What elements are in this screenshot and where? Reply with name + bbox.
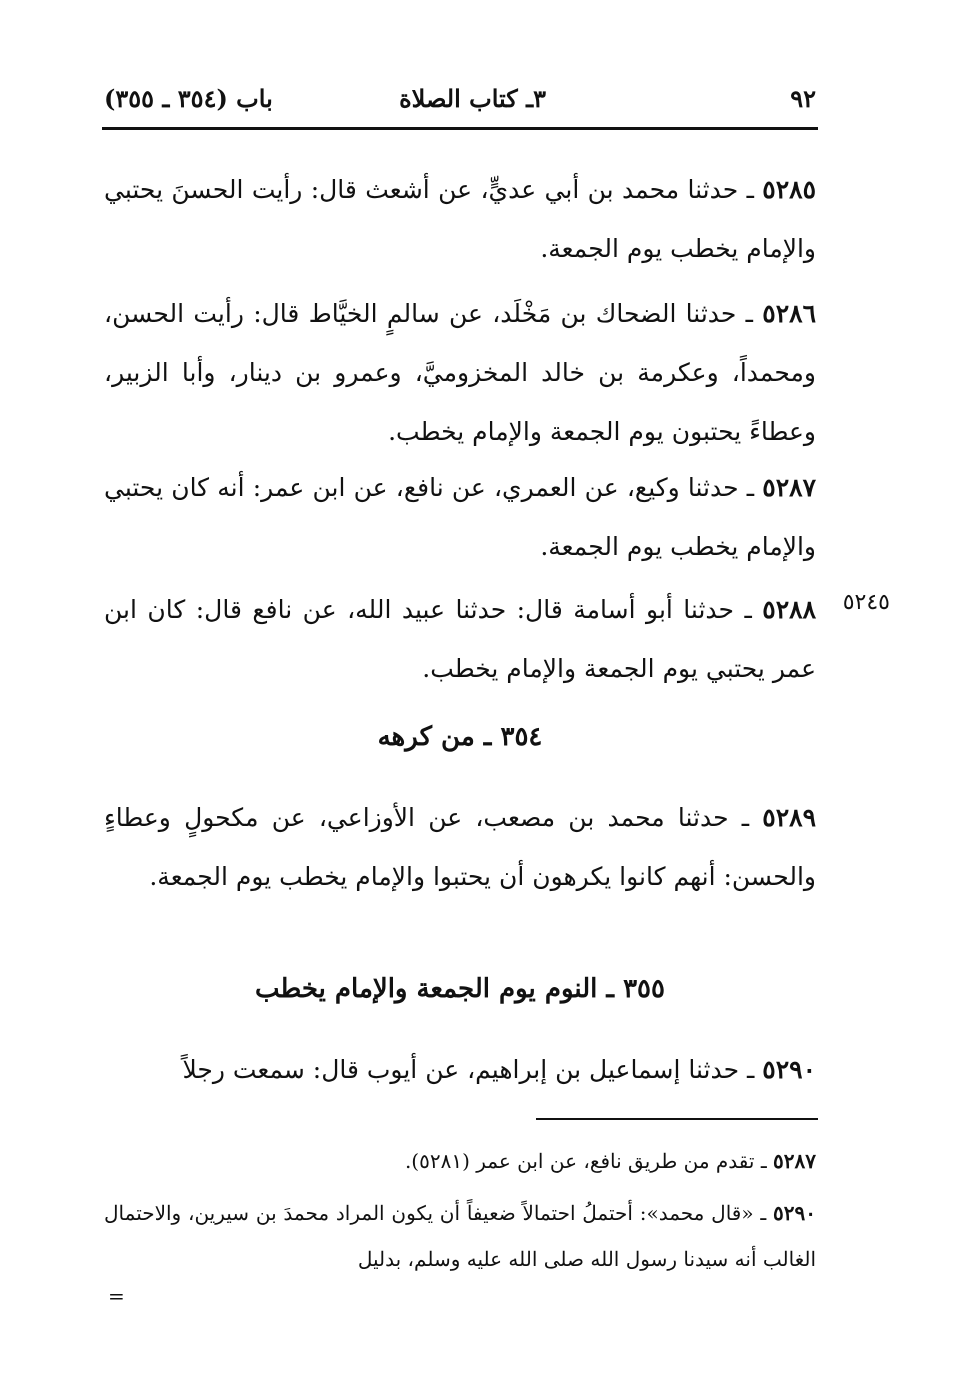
hadith-number: ٥٢٨٦ bbox=[762, 299, 816, 328]
footnote-number: ٥٢٩٠ bbox=[773, 1201, 816, 1225]
hadith-paragraph bbox=[104, 580, 816, 698]
hadith-text: ـ حدثنا إسماعيل بن إبراهيم، عن أيوب قال: سمعت رجلاً bbox=[182, 1055, 763, 1084]
footnote bbox=[104, 1190, 816, 1282]
hadith-number: ٥٢٨٩ bbox=[762, 803, 816, 832]
page-header bbox=[102, 78, 818, 124]
continuation-mark: = bbox=[108, 1284, 125, 1308]
footnote-number: ٥٢٨٧ bbox=[773, 1149, 816, 1173]
hadith-paragraph bbox=[104, 788, 816, 906]
hadith-text: ـ حدثنا أبو أسامة قال: حدثنا عبيد الله، عن نافع قال: كان ابن عمر يحتبي يوم الجمعة والإمام يخطب. bbox=[104, 595, 816, 683]
hadith-paragraph bbox=[104, 284, 816, 461]
hadith-number: ٥٢٨٨ bbox=[762, 595, 816, 624]
hadith-text: ـ حدثنا وكيع، عن العمري، عن نافع، عن ابن عمر: أنه كان يحتبي والإمام يخطب يوم الجمعة. bbox=[104, 473, 816, 561]
hadith-paragraph bbox=[104, 1040, 816, 1099]
hadith-number: ٥٢٨٧ bbox=[762, 473, 816, 502]
hadith-paragraph bbox=[104, 160, 816, 278]
hadith-text: ـ حدثنا محمد بن أبي عديٍّ، عن أشعث قال: رأيت الحسنَ يحتبي والإمام يخطب يوم الجمعة. bbox=[104, 175, 816, 263]
hadith-number: ٥٢٩٠ bbox=[762, 1055, 816, 1084]
footnote bbox=[104, 1138, 816, 1184]
page-number: ٩٢ bbox=[790, 84, 816, 113]
hadith-text: ـ حدثنا محمد بن مصعب، عن الأوزاعي، عن مكحولٍ وعطاءٍ والحسن: أنهم كانوا يكرهون أن يحتبوا والإمام يخطب يوم الجمعة. bbox=[104, 803, 816, 891]
hadith-text: ـ حدثنا الضحاك بن مَخْلَد، عن سالمٍ الخيَّاط قال: رأيت الحسن، ومحمداً، وعكرمة بن خالد المخزوميَّ، وعمرو بن دينار، وأبا الزبير، وعطاءً يحتبون يوم الجمعة والإمام يخطب. bbox=[104, 299, 816, 446]
book-title: ٣ـ كتاب الصلاة bbox=[399, 84, 546, 113]
chapter-range: باب (٣٥٤ ـ ٣٥٥) bbox=[104, 84, 273, 113]
section-heading: ٣٥٤ ـ من كرهه bbox=[377, 722, 543, 752]
margin-reference-number: ٥٢٤٥ bbox=[842, 590, 890, 615]
section-heading: ٣٥٥ ـ النوم يوم الجمعة والإمام يخطب bbox=[255, 974, 665, 1004]
header-divider bbox=[102, 127, 818, 130]
footnote-text: ـ تقدم من طريق نافع، عن ابن عمر (٥٢٨١). bbox=[404, 1149, 774, 1173]
footnote-text: ـ «قال محمد»: أحتملُ احتمالاً ضعيفاً أن يكون المراد محمدَ بن سيرين، والاحتمال الغالب أنه سيدنا رسول الله صلى الله عليه وسلم، بدليل bbox=[104, 1201, 816, 1271]
hadith-paragraph bbox=[104, 458, 816, 576]
footnote-divider bbox=[536, 1118, 818, 1120]
hadith-number: ٥٢٨٥ bbox=[762, 175, 816, 204]
